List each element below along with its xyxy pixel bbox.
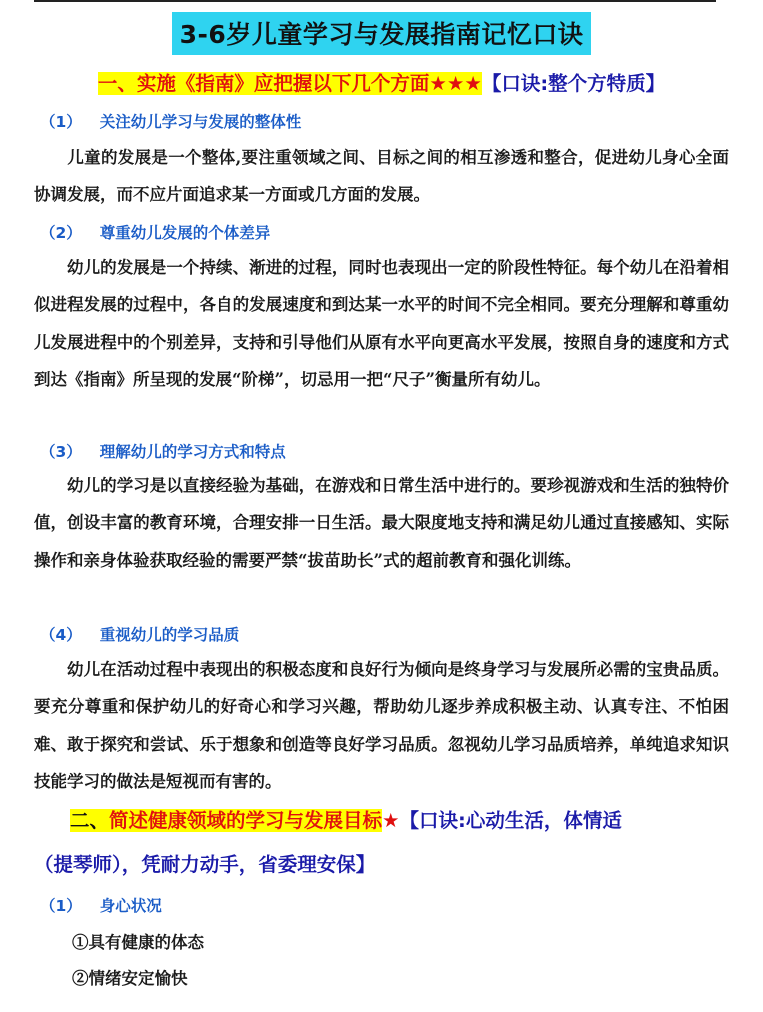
top-rule [34, 0, 716, 2]
section2-mnemonic-line1: 【口诀:心动生活，体情适 [399, 809, 622, 832]
paragraph-text: 儿童的发展是一个整体,要注重领域之间、目标之间的相互渗透和整合，促进幼儿身心全面协调发展，而不应片面追求某一方面或几方面的发展。 [34, 148, 729, 205]
subheading-number: （4） [40, 626, 82, 644]
section2-heading-prefix: 二、 [70, 809, 110, 832]
subheading-title: 关注幼儿学习与发展的整体性 [99, 113, 302, 131]
subheading-title: 重视幼儿的学习品质 [99, 626, 240, 644]
star-icon: ★ [382, 809, 400, 832]
paragraph-text: 幼儿的发展是一个持续、渐进的过程，同时也表现出一定的阶段性特征。每个幼儿在沿着相似进程发展的过程中，各自的发展速度和到达某一水平的时间不完全相同。要充分理解和尊重幼儿发展进程中的个别差异，支持和引导他们从原有水平向更高水平发展，按照自身的速度和方式到达《指南》所呈现的发展“阶梯”，切忌用一把“尺子”衡量所有幼儿。 [34, 258, 729, 389]
subheading-4 [40, 623, 239, 645]
subheading-number: （3） [40, 443, 82, 461]
paragraph-3 [34, 467, 729, 579]
paragraph-1 [34, 139, 729, 214]
subheading-number: （1） [40, 897, 82, 915]
paragraph-text: 幼儿在活动过程中表现出的积极态度和良好行为倾向是终身学习与发展所必需的宝贵品质。要充分尊重和保护幼儿的好奇心和学习兴趣，帮助幼儿逐步养成积极主动、认真专注、不怕困难、敢于探究和尝试、乐于想象和创造等良好学习品质。忽视幼儿学习品质培养，单纯追求知识技能学习的做法是短视而有害的。 [34, 660, 729, 791]
section2-heading-text: 简述健康领域的学习与发展目标 [109, 809, 383, 832]
section1-heading-highlight [98, 72, 482, 95]
subheading-2 [40, 221, 270, 243]
paragraph-4 [34, 651, 729, 800]
section1-heading-text: 实施《指南》应把握以下几个方面 [136, 72, 430, 95]
list-item: ②情绪安定愉快 [72, 969, 188, 988]
section2-heading [70, 805, 622, 833]
subheading-1 [40, 110, 301, 132]
title-wrap [0, 12, 763, 55]
section1-heading-prefix: 一、 [97, 72, 137, 95]
section2-heading-highlight [70, 809, 382, 832]
subheading-3 [40, 440, 286, 462]
list-item: ①具有健康的体态 [72, 933, 204, 952]
subheading-title: 身心状况 [99, 897, 162, 915]
paragraph-2 [34, 249, 729, 398]
page-title: 3-6岁儿童学习与发展指南记忆口诀 [172, 12, 592, 55]
section1-mnemonic: 【口诀:整个方特质】 [481, 72, 666, 95]
subheading-title: 理解幼儿的学习方式和特点 [99, 443, 286, 461]
star-icon: ★★★ [429, 72, 482, 95]
section1-heading [0, 68, 763, 96]
subheading-number: （2） [40, 224, 82, 242]
subheading-title: 尊重幼儿发展的个体差异 [99, 224, 271, 242]
section2-mnemonic-line2: （提琴师），凭耐力动手，省委理安保】 [34, 853, 376, 876]
paragraph-text: 幼儿的学习是以直接经验为基础，在游戏和日常生活中进行的。要珍视游戏和生活的独特价值，创设丰富的教育环境，合理安排一日生活。最大限度地支持和满足幼儿通过直接感知、实际操作和亲身体验获取经验的需要严禁“拔苗助长”式的超前教育和强化训练。 [34, 476, 729, 570]
subheading-number: （1） [40, 113, 82, 131]
section2-subheading [40, 894, 162, 916]
